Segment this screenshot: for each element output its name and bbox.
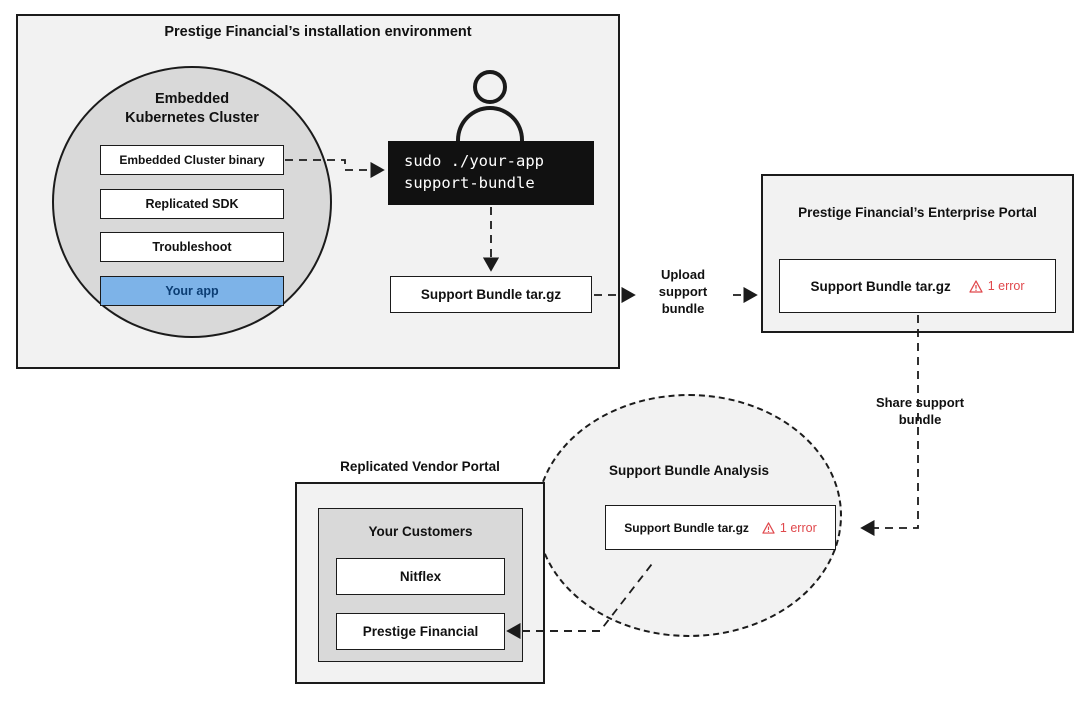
terminal-command-block xyxy=(388,141,594,205)
cluster-item-troubleshoot: Troubleshoot xyxy=(100,232,284,262)
vendor-portal-title: Replicated Vendor Portal xyxy=(340,459,500,474)
cluster-item-your-app: Your app xyxy=(100,276,284,306)
your-customers-title: Your Customers xyxy=(368,524,473,539)
cluster-title-line2: Kubernetes Cluster xyxy=(125,110,259,126)
share-label-line2: bundle xyxy=(898,412,942,427)
terminal-line-1: sudo ./your-app xyxy=(404,152,544,170)
embedded-kubernetes-cluster-title xyxy=(52,90,332,128)
cluster-item-embedded-cluster-binary: Embedded Cluster binary xyxy=(100,145,284,175)
customer-item-prestige-financial: Prestige Financial xyxy=(336,613,505,650)
share-label-line1: Share support xyxy=(875,395,965,410)
analysis-error-text: 1 error xyxy=(779,520,817,535)
user-icon xyxy=(455,70,525,142)
cluster-item-replicated-sdk: Replicated SDK xyxy=(100,189,284,219)
analysis-support-bundle-row xyxy=(605,505,836,550)
support-bundle-analysis-title: Support Bundle Analysis xyxy=(608,463,770,478)
analysis-error-badge xyxy=(762,521,817,535)
upload-label-line1: Upload xyxy=(660,267,706,282)
enterprise-portal-support-bundle-row xyxy=(779,259,1056,313)
upload-label-line2: support xyxy=(658,284,708,299)
cluster-title-line1: Embedded xyxy=(154,91,230,107)
user-icon-head xyxy=(473,70,507,104)
warning-triangle-icon xyxy=(969,280,983,293)
share-support-bundle-label xyxy=(855,394,985,428)
enterprise-portal-error-text: 1 error xyxy=(987,279,1025,293)
customer-item-nitflex: Nitflex xyxy=(336,558,505,595)
upload-support-bundle-label xyxy=(640,266,726,317)
terminal-line-2: support-bundle xyxy=(404,174,535,192)
warning-triangle-icon xyxy=(762,522,775,534)
support-bundle-file-install-env: Support Bundle tar.gz xyxy=(390,276,592,313)
installation-environment-title: Prestige Financial’s installation environment xyxy=(164,24,472,40)
analysis-bundle-label: Support Bundle tar.gz xyxy=(624,520,749,535)
enterprise-portal-bundle-label: Support Bundle tar.gz xyxy=(810,278,951,294)
enterprise-portal-title: Prestige Financial’s Enterprise Portal xyxy=(798,205,1037,220)
upload-label-line3: bundle xyxy=(661,301,705,316)
enterprise-portal-error-badge xyxy=(969,279,1025,293)
